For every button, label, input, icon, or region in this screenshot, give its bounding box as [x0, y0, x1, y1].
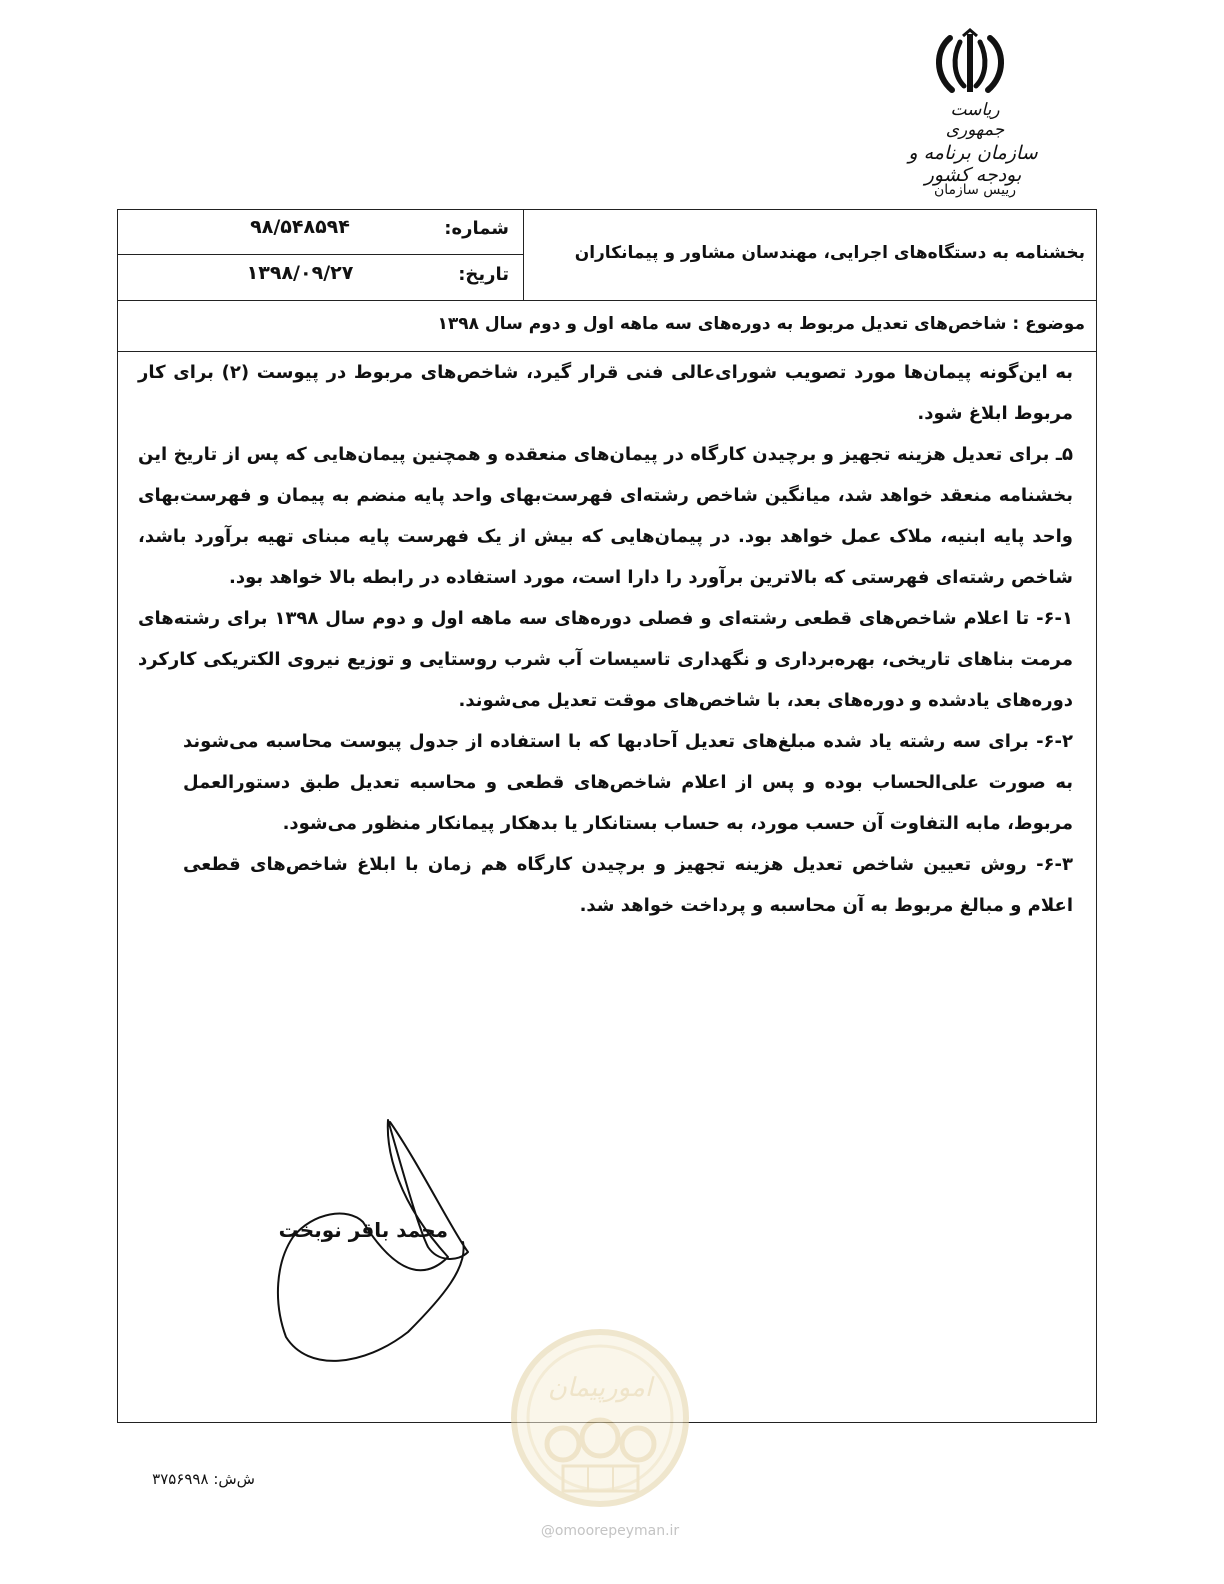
meta-vertical-divider — [523, 209, 524, 301]
handwritten-signature — [268, 1112, 483, 1374]
recipients: بخشنامه به دستگاه‌های اجرایی، مهندسان مشاور و پیمانکاران — [574, 243, 1085, 263]
number-value: ۹۸/۵۴۸۵۹۴ — [250, 216, 350, 238]
date-label: تاریخ: — [458, 264, 509, 285]
paragraph-clause-6-3: ۶-۳- روش تعیین شاخص تعدیل هزینه تجهیز و برچیدن کارگاه هم زمان با ابلاغ شاخص‌های قطعی اعلام و مبالغ مربوط به آن محاسبه و پرداخت خواهد شد. — [183, 854, 1073, 916]
header-organization: سازمان برنامه و بودجه کشور — [908, 142, 1038, 186]
subject-top-divider — [117, 300, 1097, 301]
seal-text: امورپیمان — [547, 1373, 653, 1403]
footer-reference-number: ش‌ش: ۳۷۵۶۹۹۸ — [152, 1470, 255, 1488]
signer-name: محمد باقر نوبخت — [278, 1218, 448, 1242]
paragraph-continuation: به این‌گونه پیمان‌ها مورد تصویب شورای‌عالی فنی قرار گیرد، شاخص‌های مربوط در پیوست (۲) برای کار مربوط ابلاغ شود. — [138, 362, 1073, 424]
iran-emblem-icon — [930, 28, 1010, 98]
subject-line: موضوع : شاخص‌های تعدیل مربوط به دوره‌های سه ماهه اول و دوم سال ۱۳۹۸ — [437, 314, 1085, 334]
paragraph-clause-5: ۵ـ برای تعدیل هزینه تجهیز و برچیدن کارگاه در پیمان‌های منعقده و همچنین پیمان‌هایی که پس از تاریخ این بخشنامه منعقد خواهد شد، میانگین شاخص رشته‌ای فهرست‌بهای واحد پایه منضم به پیمان و فهرست‌بهای واحد پایه ابنیه، ملاک عمل خواهد بود. در پیمان‌هایی که بیش از یک فهرست پایه مبنای تهیه برآورد باشد، شاخص رشته‌ای فهرستی که بالاترین برآورد را دارا است، مورد استفاده در رابطه بالا خواهد بود. — [138, 444, 1073, 588]
number-label: شماره: — [444, 218, 509, 239]
header-title: رییس سازمان — [934, 182, 1016, 198]
paragraph-clause-6-1: ۶-۱- تا اعلام شاخص‌های قطعی رشته‌ای و فصلی دوره‌های سه ماهه اول و دوم سال ۱۳۹۸ برای رشته‌های مرمت بناهای تاریخی، بهره‌برداری و نگهداری تاسیسات آب شرب روستایی و توزیع نیروی الکتریکی کارکرد دوره‌های یادشده و دوره‌های بعد، با شاخص‌های موقت تعدیل می‌شوند. — [138, 608, 1073, 711]
letter-body — [138, 352, 1073, 926]
watermark-website: @omoorepeyman.ir — [540, 1523, 680, 1539]
date-value: ۱۳۹۸/۰۹/۲۷ — [246, 262, 354, 284]
watermark-seal-icon — [508, 1326, 693, 1511]
meta-divider — [117, 254, 524, 255]
header-presidency: ریاست جمهوری — [945, 100, 1005, 140]
paragraph-clause-6-2: ۶-۲- برای سه رشته یاد شده مبلغ‌های تعدیل آحادبها که با استفاده از جدول پیوست محاسبه می‌شوند به صورت علی‌الحساب بوده و پس از اعلام شاخص‌های قطعی و محاسبه تعدیل طبق دستورالعمل مربوط، مابه التفاوت آن حسب مورد، به حساب بستانکار یا بدهکار پیمانکار منظور می‌شود. — [183, 731, 1073, 834]
